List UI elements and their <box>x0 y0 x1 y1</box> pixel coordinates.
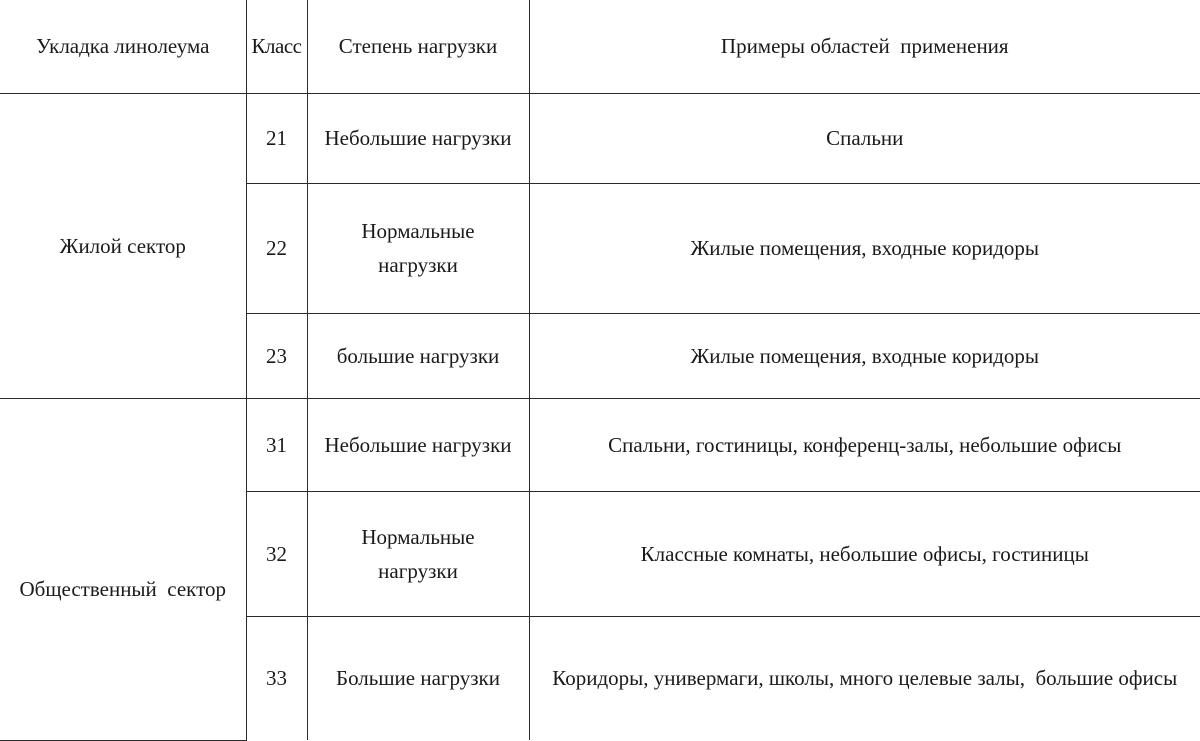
examples-cell: Жилые помещения, входные коридоры <box>529 313 1200 398</box>
header-class: Класс <box>246 0 307 93</box>
class-cell: 21 <box>246 93 307 183</box>
class-cell: 23 <box>246 313 307 398</box>
sector-residential: Жилой сектор <box>0 93 246 398</box>
load-cell: Нормальные нагрузки <box>307 491 529 616</box>
examples-cell: Спальни <box>529 93 1200 183</box>
class-cell: 33 <box>246 616 307 740</box>
header-laying: Укладка линолеума <box>0 0 246 93</box>
examples-cell: Классные комнаты, небольшие офисы, гостиницы <box>529 491 1200 616</box>
examples-cell: Спальни, гостиницы, конференц-залы, небольшие офисы <box>529 398 1200 491</box>
load-cell: Небольшие нагрузки <box>307 93 529 183</box>
load-cell: Нормальные нагрузки <box>307 183 529 313</box>
sector-public: Общественный сектор <box>0 398 246 740</box>
table-row <box>0 93 1200 183</box>
load-cell: большие нагрузки <box>307 313 529 398</box>
class-cell: 22 <box>246 183 307 313</box>
load-cell: Большие нагрузки <box>307 616 529 740</box>
header-load: Степень нагрузки <box>307 0 529 93</box>
examples-cell: Жилые помещения, входные коридоры <box>529 183 1200 313</box>
header-row <box>0 0 1200 93</box>
class-cell: 32 <box>246 491 307 616</box>
table-row <box>0 398 1200 491</box>
examples-cell: Коридоры, универмаги, школы, много целевые залы, большие офисы <box>529 616 1200 740</box>
class-cell: 31 <box>246 398 307 491</box>
header-examples: Примеры областей применения <box>529 0 1200 93</box>
load-cell: Небольшие нагрузки <box>307 398 529 491</box>
